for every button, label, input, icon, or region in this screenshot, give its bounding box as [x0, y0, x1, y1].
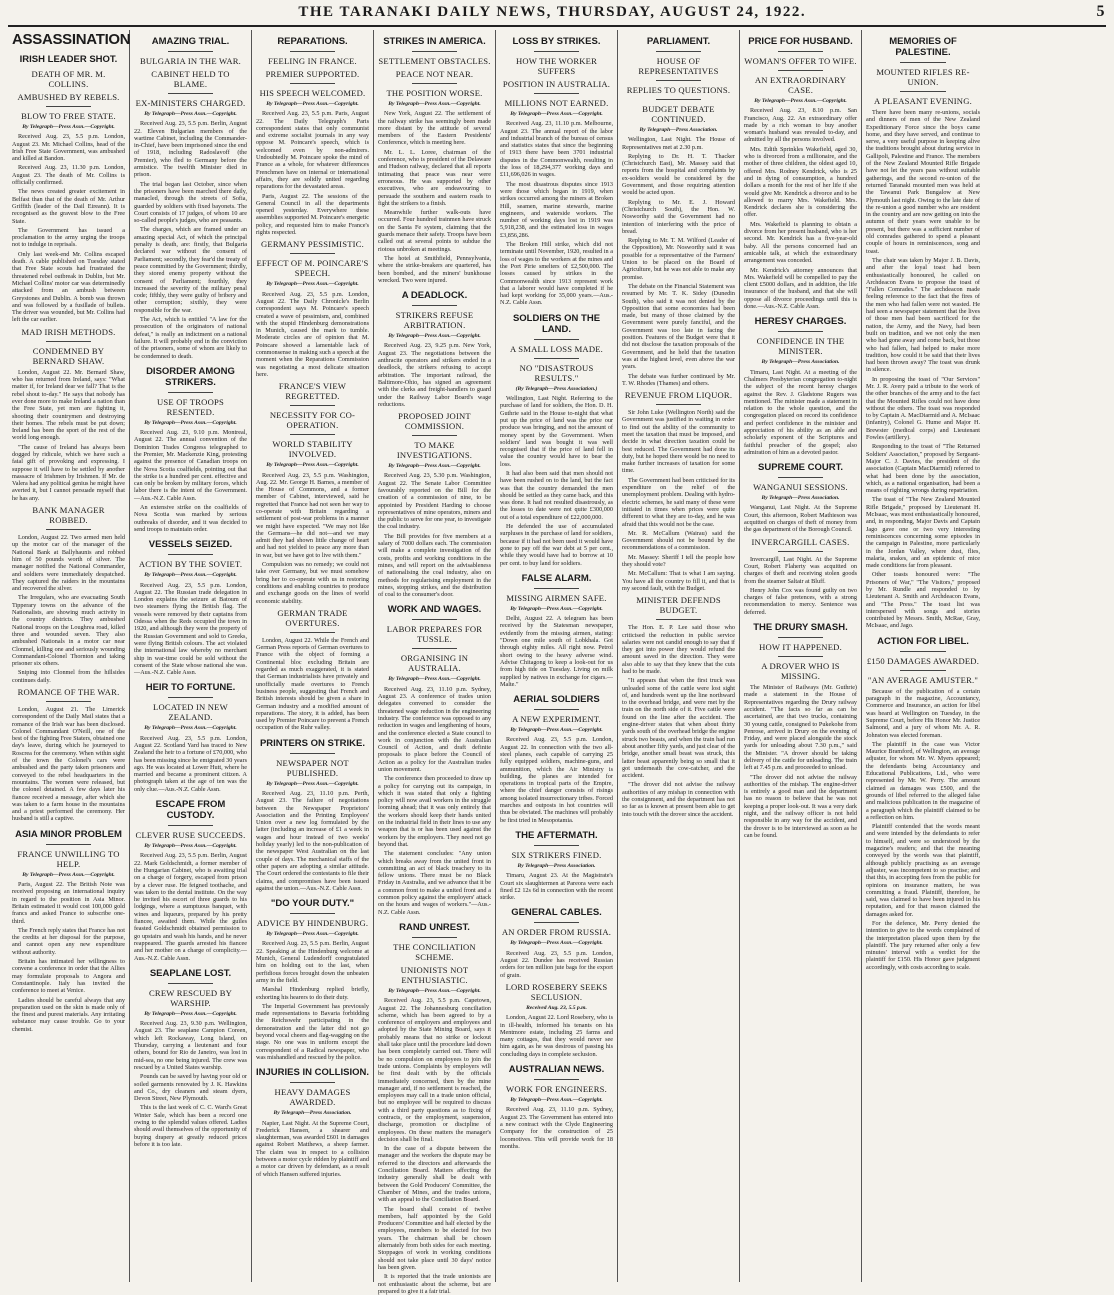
divider-rule	[656, 619, 701, 620]
paragraph: In proposing the toast of "Our Services" Mr. J. R. Avery paid a tribute to the work of the other branches of the army and to the fact that the Mounted Rifles could not have done without the others. The toast was responded to by Captain A. MacDiarmid and A. McIsaac (infantry), Colonel G. Hume and Major H. Brewster (medical corps) and Lieutenant Fowles (artillery).	[866, 375, 980, 442]
divider-rule	[412, 937, 457, 938]
sub-headline: REVENUE FROM LIQUOR.	[624, 390, 733, 401]
paragraph: Paris, August 22. The sessions of the General Council in all the departments opened yesterday. Everywhere these assemblies supported M. Poincare's energetic policy, and requested him to make France's rights respected.	[256, 192, 369, 237]
paragraph: Received Aug. 23, 11.10 p.m. Sydney, August 23. A conference of trades union delegates convened to consider the threatened wage reduction in the engineering industry. The conference was opposed to any reduction in wages and lengthening of hours, and the conference elected a State council to work in conjunction with the Australian Council of Action, and draft definite proposals to place before the Council of Action as a policy for the Australian trades union movement.	[378, 685, 491, 773]
paragraph: Sniping into Clonmel from the hillsides continues daily.	[12, 669, 125, 684]
divider-rule	[900, 670, 946, 671]
paragraph: Mr. Kendrick's attorney announces that Mrs. Wakefield will be compelled to pay the client £5000 dollars, and in addition, the life insurance of the husband, and that she will oppose all divorce proceedings until this is done.—Aus.-N.Z. Cable Assn.	[744, 266, 857, 311]
article-headline: ESCAPE FROM CUSTODY.	[155, 799, 226, 822]
sub-headline: SETTLEMENT OBSTACLES.	[378, 56, 491, 66]
divider-rule	[290, 83, 335, 84]
divider-rule	[290, 1082, 335, 1083]
column-4	[374, 30, 496, 1295]
sub-headline: FRANCE'S VIEW REGRETTED.	[278, 381, 347, 402]
divider-rule	[900, 651, 946, 652]
sub-headline: "AN AVERAGE AMUSTER."	[867, 674, 979, 685]
dateline: By Telegraph—Press Assn.—Copyright.	[266, 462, 359, 469]
dateline: Received Aug. 23, 5.5 p.m.	[526, 1004, 587, 1011]
divider-rule	[46, 341, 91, 342]
sub-headline: A DROVER WHO IS MISSING.	[761, 661, 840, 682]
paragraph: In the case of a dispute between the manager and the workers the dispute may be referred to the directors and afterwards the Conciliation Board. Matters affecting the industry generally shall be dealt with between the Gold Producers' Committee, the Chamber of Mines, and the trades unions, with an appeal to the Conciliation Board.	[378, 1145, 491, 1204]
sub-headline: BLOW TO FREE STATE.	[21, 111, 116, 121]
article-headline: THE DRURY SMASH.	[753, 622, 848, 634]
article-headline: HEIR TO FORTUNE.	[145, 682, 236, 694]
paragraph: Henry John Cox was found guilty on two charges of false pretences, with a strong recommendation to mercy. Sentence was deferred.	[744, 586, 857, 616]
divider-rule	[656, 99, 701, 100]
dateline: By Telegraph—Press Assn.—Copyright.	[388, 987, 481, 994]
sub-headline: CLEVER RUSE SUCCEEDS.	[135, 830, 246, 841]
dateline: By Telegraph—Press Assn.—Copyright.	[144, 725, 237, 732]
paragraph: Timaru, Last Night. At a meeting of the Chalmers Presbyterian congregation to-night the subject of the recent heresy charges against the Rev. J. Gladstone Rugers was mentioned. The minister made a statement in relation to the whole question, and the congregation placed on record its confidence and perfect confidence in the minister and appreciation of his ability as an able and scholarly exponent of the Scriptures and faithful preacher of the gospel; also admiration of him as a devoted pastor.	[744, 368, 857, 456]
divider-rule	[412, 435, 457, 436]
paragraph: "The cause of Ireland has always been dogged by ridicule, which we have such a fatal gift of provoking and expressing. I suppose it will have to be settled by another massacre of Irishmen by Irishmen. If Mr. de Valera had any political genius he might have averted it, but I cannot persuade myself that he has any.	[12, 443, 125, 502]
dateline: (By Telegraph—Press Association.)	[515, 385, 598, 392]
sub-headline: FRANCE UNWILLING TO HELP.	[17, 848, 120, 869]
divider-rule	[168, 825, 213, 826]
article-headline: GENERAL CABLES.	[511, 907, 602, 919]
paragraph: The Imperial Government has previously made representations to Bavaria forbidding the Reichswehr participating in the demonstration and the latter did not go beyond vocal cheers and flag-wagging on the stage. No one was in uniform except the correspondent of a Radical newspaper, who was mishandled and rescued by the police.	[256, 1002, 369, 1061]
paragraph: Received Aug. 23, 5.5 p.m. London, August 22. Scotland Yard has traced to New Zealand the heir to a fortune of £70,000, who has been missing since he emigrated 30 years ago. He was located at Lower Hutt, where he married and became a prominent citizen. A photograph taken at the age of ten was the only clue.—Aus.-N.Z. Cable Assn.	[134, 734, 247, 793]
paragraph: The Bill provides for five members at a salary of 7000 dollars each. The commission will make a complete investigation of the costs, profits and working conditions in the mines, and will report on the advisableness of nationalising the coal industry, also on methods for regularising employment in the mines, stopping strikes, and the distribution of coal to the consumer's door.	[378, 532, 491, 599]
sub-headline: STRIKERS REFUSE ARBITRATION.	[395, 310, 474, 331]
paragraph: It had also been said that men should not have been rushed on to the land, but the fact was that the country demanded the men should be settled as they came back, and this was done. It had not resulted disastrously, as the losses to date were not quite £300,000 out of a total expenditure of £22,000,000.	[500, 469, 613, 521]
divider-rule	[534, 339, 579, 340]
paragraph: Mrs. Wakefield is planning to obtain a divorce from her present husband, who is her second. Mr. Kendrick has a five-year-old baby. All the persons concerned had an amicable talk, at which the extraordinary arrangement was conceded.	[744, 220, 857, 265]
paragraph: There have been many re-unions, socials and dinners of men of the New Zealand Expeditionary Force since the boys came home, and they have served, and continue to serve, a very useful purpose in keeping alive the traditions brought about during service in Gallipoli, Palestine and France. The members of the New Zealand Mounted Rifle Brigade have not let the years pass without suitable gatherings, and the second re-union of the returned Taranaki mounted men was held at the Tawanui Park Bungalow at New Plymouth last night. Owing to the late date of the re-union a good number who are resident in the country and are now getting on into the autumn of their years were unable to be present, but there was a sufficient number of old comrades gathered to spend a pleasant couple of hours in reminiscences, song and toast.	[866, 109, 980, 255]
divider-rule	[412, 648, 457, 649]
divider-rule	[778, 70, 823, 71]
paragraph: Napier, Last Night. At the Supreme Court, Frederick Hansen, a shearer and slaughterman, was awarded £601 in damages against Robert Matthews, a sheep farmer. The claim was in respect to a collision between a motor cycle ridden by plaintiff and a motor car driven by defendant, as a result of which Hansen suffered injuries.	[256, 1119, 369, 1178]
divider-rule	[900, 62, 946, 63]
paragraph: The debate on the Financial Statement was resumed by Mr. T. K. Sidey (Dunedin South), who said it was not denied by the Opposition that some economies had been made, but many of those claimed by the Government were purely fanciful, and the Government was too late in facing the position. Features of the Budget were that it did not disclose the taxation proposals of the Government, and he held that the taxation was at the highest level, even above the war years.	[622, 282, 735, 371]
divider-rule	[900, 91, 946, 92]
dateline: By Telegraph—Press Assn.—Copyright.	[510, 1097, 603, 1104]
paragraph: Delhi, August 22. A telegram has been received by the Statesman newspaper, evidently from the missing airmen, stating: "Down one mile south of Lobkhala. Got through eighty miles. All right now. Petrol short owing to the heavy adverse wind. Advise Chitagong to keep a look-out for us from high tide on Tuesday. Living on milk supplied by natives in exchange for cigars.—Malte."	[500, 615, 613, 688]
paragraph: Received Aug. 23, 9.30 p.m. Wellington, August 23. The seaplane Campion Coreen, which left Rockaway, Long Island, on Thursday, carrying a lieutenant and four others, bound for Rio de Janeiro, was lost in mid-sea, no one being injured. The crew was rescued by a United States warship.	[134, 1020, 247, 1071]
divider-rule	[290, 753, 335, 754]
column-2	[130, 30, 252, 1282]
divider-rule	[412, 619, 457, 620]
article-headline: LOSS BY STRIKES.	[512, 36, 601, 47]
paragraph: It is reported that the trade unionists are not enthusiastic about the scheme, but are prepared to give it a fair trial.	[378, 1273, 491, 1295]
paragraph: Received Aug. 23, 8.10 p.m. San Francisco, Aug. 22. An extraordinary offer made by a rich woman to buy another woman's husband was revealed to-day, and admitted by all the persons involved.	[744, 107, 857, 144]
paragraph: Pounds can be saved by having your old or soiled garments renovated by J. K. Hawkins and Co., dry cleaners and steam dyers, Devon Street, New Plymouth.	[134, 1073, 247, 1103]
divider-rule	[534, 93, 579, 94]
sub-headline: PROPOSED JOINT COMMISSION.	[398, 411, 471, 432]
article-headline: PRICE FOR HUSBAND.	[748, 36, 853, 47]
sub-headline: AMBUSHED BY REBELS.	[17, 92, 120, 102]
dateline: By Telegraph—Press Assn.—Copyright.	[266, 931, 359, 938]
divider-rule	[534, 1079, 579, 1080]
paragraph: Received Aug. 23, 11.10 p.m. Perth, August 23. The failure of negotiations between the Newspaper Proprietors' Association and the Printing Employees' Union over a new log formulated by the latter (including an increase of £1 a week in wages and hour instead of two weeks' holiday yearly) led to the non-publication of the newspaper West Australian on the last couple of days. The mechanical staffs of the other papers are adopting a similar attitude. The Court ordered the contestants to file their claims, and compromises have been issued against the union.—Aus.-N.Z. Cable Assn.	[256, 790, 369, 892]
dateline: By Telegraph—Press Assn.—Copyright.	[510, 111, 603, 117]
sub-headline: POSITION IN AUSTRALIA.	[502, 79, 611, 89]
sub-headline: BANK MANAGER ROBBED.	[32, 505, 105, 526]
paragraph: The charges, which are framed under an amazing special Act, of which the principal penalty is death, are: firstly, that Bulgaria declared war without the consent of Parliament; secondly, they fear'd the treaty of peace committed by the Government; thirdly, they stored enemy property without the consent of Parliament; fourthly, they increased the severity of the military penal code; fifthly, they were guilty of bribery and other corruption; sixthly, they were responsible for the war.	[134, 226, 247, 314]
paragraph: The board shall consist of twelve members, half appointed by the Gold Producers' Committee and half elected by the employees, members to be elected for two years. The chairman shall be chosen alternately from both sides for each meeting. Stoppages of work in working conditions should not take place until 30 days' notice has been given.	[378, 1205, 491, 1271]
sub-headline: HOW THE WORKER SUFFERS	[515, 56, 598, 76]
sub-headline: USE OF TROOPS RESENTED.	[157, 396, 224, 417]
divider-rule	[534, 588, 579, 589]
article-headline: VESSELS SEIZED.	[148, 539, 233, 551]
paragraph: Because of the publication of a certain paragraph in the magazine, Accountancy, Commerce and Insurance, an action for libel was heard at Wellington on Tuesday, in the Supreme Court, before His Honor Mr. Justice Salmond, and a jury of whom Mr. A. R. Johnston was elected foreman.	[866, 687, 980, 739]
paragraph: Paris, August 22. The British Note was received proposing an international inquiry in regard to the position in Asia Minor. Britain estimated it would cost 100,000 gold francs and asked France to subscribe one-third.	[12, 881, 125, 925]
paragraph: Received Aug. 23, 9.10 p.m. Montreal, August 22. The annual convention of the Dominion Trades Congress telegraphed to the Premier, Mr. Mackenzie King, protesting against the presence of Canadian troops on the Nova Scotia coalfields, pointing out that the strike is a hundred per cent. effective and can only be broken by military forces, which labor there is the intent of the Government.—Aus.-N.Z. Cable Assn.	[134, 429, 247, 502]
paragraph: The news created greater excitement in Belfast than that of the death of Mr. Arthur Griffith (leader of the Dail Eireann). It is recognised as the gravest blow to the Free State.	[12, 188, 125, 225]
divider-rule	[656, 80, 701, 81]
paragraph: Received Aug. 23, 5.5 p.m. Paris, August 22. The Daily Telegraph's Paris correspondent states that only communist and extreme socialist journals in any way oppose M. Poincare's speech, which is welcomed even by non-admirers. Undoubtedly M. Poincare spoke the mind of France as a whole, for whatever differences Frenchmen have on internal or international affairs, they are solidly united regarding reparations for the devastated areas.	[256, 110, 369, 191]
sub-headline: REPLIES TO QUESTIONS.	[626, 85, 731, 95]
sub-headline: ACTION BY THE SOVIET.	[138, 559, 243, 570]
dateline: By Telegraph—Press Association.	[517, 862, 596, 869]
paragraph: Received Aug. 23, 5.5 p.m. Washington, Aug. 22. Mr. George H. Barnes, a member of the House of Commons, and a former member of Cabinet, interviewed, said he regretted that France had not seen her way to co-operate with Britain regarding a settlement of post-war problems in a manner we might have expected. "We may not like the Germans—he did not—and we may admit they had shown little change of heart and had not yielded to peace any more than in war, but we have got to live with them."	[256, 471, 369, 559]
sub-headline: PREMIER SUPPORTED.	[265, 69, 360, 79]
paragraph: For the defence, Mr. Perry denied the intention to give to the words complained of the interpretation placed upon them by the plaintiff. The jury returned after only a few minutes' interval with a verdict for the plaintiff for £150. His Honor gave judgment accordingly, with costs according to scale.	[866, 919, 980, 971]
article-headline: "DO YOUR DUTY."	[270, 898, 355, 910]
paragraph: The Minister of Railways (Mr. Guthrie) made a statement in the House of Representatives regarding the Drury railway accident. "The facts so far as can be ascertained, are that two trucks, containing 30 young cattle, consigned to Pukekohe from Penrose, arrived in Drury on the evening of Friday, and were placed alongside the stock yards for unloading about 7.30 p.m.," said the Minister. "A drover should be taking delivery of the cattle for unloading. The train left at 7.45 p.m. and proceeded to unload.	[744, 684, 857, 772]
article-headline: SEAPLANE LOST.	[149, 967, 232, 979]
paragraph: Plaintiff contended that the words meant and were intended by the defendants to refer to himself, and were so understood by the magazine's readers; and that the meaning conveyed by the words was that plaintiff, although publicly practising as an average adjuster, was incompetent to so practise; and that this, in accepting fees from the public for opinions on insurance matters, he was committing a fraud. Plaintiff, therefore, he said, was claimed to have been injured in his reputation, and for that reason claimed the damages asked for.	[866, 823, 980, 918]
divider-rule	[656, 51, 701, 52]
paragraph: "The drover did not advise the railway authorities of the mishap. The engine-driver is entirely a good man and the department has no reason to believe that he was not keeping a proper look-out. It was a very dark night, and the railway officer is not held responsible in any way for the accident, and the drover is to be interviewed as soon as he can be found.	[744, 773, 857, 839]
article-headline: IRISH LEADER SHOT.	[19, 54, 118, 65]
divider-rule	[534, 922, 579, 923]
paragraph: The Irregulars, who are evacuating South Tipperary towns on the advance of the Nationalists, are showing much activity in the country districts. They ambushed National troops on the Loughrea road, killed three and wounded seven. They also ambushed Nationals in a motor car near Clonmel, killing one and seriously wounding Commandant-Colonel Thornton and taking prisoner six others.	[12, 594, 125, 668]
sub-headline: CONFIDENCE IN THE MINISTER.	[756, 336, 845, 357]
dateline: By Telegraph—Press Assn.—Copyright.	[266, 780, 359, 787]
dateline: By Telegraph—Press Assn.—Copyright.	[388, 101, 481, 107]
divider-rule	[46, 106, 91, 107]
sub-headline: AN EXTRAORDINARY CASE.	[754, 75, 847, 95]
dateline: By Telegraph—Press Assn.—Copyright.	[22, 871, 115, 878]
dateline: By Telegraph—Press Assn.—Copyright.	[510, 940, 603, 947]
paragraph: The debate was further continued by Mr. T. W. Rhodes (Thames) and others.	[622, 372, 735, 387]
paragraph: Mr. McCallum: That is what I am saying. You have all the country to fill it, and that is my second fault, with the Budget.	[622, 570, 735, 592]
sub-headline: UNIONISTS NOT ENTHUSIASTIC.	[400, 964, 469, 985]
sub-headline: MAD IRISH METHODS.	[21, 326, 116, 337]
divider-rule	[534, 845, 579, 846]
article-headline: AERIAL SOLDIERS	[513, 694, 600, 706]
divider-rule	[168, 697, 213, 698]
paragraph: The trial began last October, since when the prisoners have been marched there daily, manacled, through the streets of Sofia, guarded by soldiers with fixed bayonets. The Court consists of 17 judges, of whom 10 are so-called people's judges, who are peasants.	[134, 180, 247, 225]
article-headline: HERESY CHARGES.	[754, 316, 847, 328]
column-6	[618, 30, 740, 1282]
paragraph: Mr. R. McCallum (Wairau) said the Government should not be bound by the recommendations of a commission.	[622, 529, 735, 552]
sub-headline: WORK FOR ENGINEERS.	[506, 1084, 607, 1095]
article-headline: INJURIES IN COLLISION.	[256, 1067, 369, 1079]
divider-rule	[290, 405, 335, 406]
paragraph: Britain has intimated her willingness to convene a conference in order that the Allies may formulate proposals to Angora and Constantinople. Italy has invited the conference to meet at Venice.	[12, 958, 125, 995]
sub-headline: TO MAKE INVESTIGATIONS.	[396, 440, 473, 461]
sub-headline: CREW RESCUED BY WARSHIP.	[148, 987, 233, 1008]
dateline: By Telegraph—Press Assn.—Copyright.	[144, 572, 237, 579]
dateline: By Telegraph—Press Assn.—Copyright.	[144, 419, 237, 426]
paragraph: An extensive strike on the coalfields of Nova Scotia was marked by serious outbreaks of disorder, and it was decided to send troops to maintain order.	[134, 504, 247, 533]
dateline: By Telegraph—Press Assn.—Copyright.	[266, 101, 359, 107]
paragraph: Timaru, August 23. At the Magistrate's Court six slaughtermen at Pareora were each fined £2 12s 6d in connection with the recent strike.	[500, 872, 613, 902]
dateline: By Telegraph—Press Assn.—Copyright.	[388, 463, 481, 470]
sub-headline: WANGANUI SESSIONS.	[753, 482, 848, 493]
paragraph: Marshal Hindenburg replied briefly, exhorting his hearers to do their duty.	[256, 986, 369, 1001]
sub-headline: HOW IT HAPPENED.	[759, 642, 842, 653]
sub-headline: ROMANCE OF THE WAR.	[17, 687, 120, 697]
paragraph: The French reply states that France has not the credits at her disposal for the purpose, and cannot open any new expenditure without authority.	[12, 926, 125, 956]
sub-headline: MILLIONS NOT EARNED.	[504, 98, 609, 108]
sub-headline: NEWSPAPER NOT PUBLISHED.	[276, 757, 349, 778]
paragraph: London, August 22. Mr. Bernard Shaw, who has returned from Ireland, says: "What matter if, for Ireland dear we fall? That is the rebel shout to-day." He says that nobody has ever done more to make Ireland a nation than the Free State, yet men are fighting it, shooting their countrymen and destroying their homes. The rebels must be put down; Ireland has been the sport of the rest of the world long enough.	[12, 368, 125, 442]
paragraph: Replying to Dr. H. T. Thacker (Christchurch East), Mr. Massey said that reports from the hospital and complaints by ex-soldiers would be considered by the Government, and those requiring attention would be acted upon.	[622, 152, 735, 197]
paragraph: Received Aug. 23, 5.30 p.m. Washington, August 22. The Senate Labor Committee favourably reported on the Bill for the creation of a commission of nine, to be appointed by President Harding to choose representatives of mine operators, miners and the public to serve for one year, to investigate the coal industry.	[378, 472, 491, 531]
column-3	[252, 30, 374, 1282]
paragraph: The Government had been criticised for its expenditure on the relief of the unemployment problem. Dealing with hydro-electric schemes, he said many of these were initiated in times when prices were quite different to what they are to-day, and he was afraid that this would not be the case.	[622, 476, 735, 528]
article-headline: THE AFTERMATH.	[515, 829, 598, 841]
paragraph: Ladies should be careful always that any preparation used on the skin is made only of the finest and purest materials. Any irritating substance may cause trouble. Go to your chemist.	[12, 996, 125, 1033]
dateline: By Telegraph—Press Assn.—Copyright.	[144, 843, 237, 850]
dateline: By Telegraph—Press Assn.—Copyright.	[510, 605, 603, 612]
sub-headline: BUDGET DEBATE CONTINUED.	[642, 104, 715, 124]
paragraph: The Hon. E. P. Lee said those who criticised the reduction in public service salaries were not candid enough to say that if they got into power they would refund the amount saved in the direction. They were also able to say that they knew that the cuts had to be made.	[622, 624, 735, 675]
masthead	[8, 0, 1106, 24]
sub-headline: A SMALL LOSS MADE.	[509, 343, 604, 354]
paragraph: Received Aug. 23, 11.10 p.m. Sydney, August 23. The Government has entered into a new contract with the Clyde Engineering Company for the construction of 25 locomotives. This will provide work for 18 months.	[500, 1106, 613, 1150]
divider-rule	[46, 844, 91, 845]
dateline: By Telegraph—Press Assn.—Copyright.	[510, 727, 603, 734]
divider-rule	[290, 632, 335, 633]
dateline: By Telegraph—Press Association.	[639, 127, 718, 133]
sub-headline: SIX STRIKERS FINED.	[511, 849, 602, 860]
article-headline: REPARATIONS.	[277, 36, 348, 47]
sub-headline: NO "DISASTROUS RESULTS."	[519, 362, 594, 383]
divider-rule	[412, 305, 457, 306]
paragraph: The most disastrous disputes since 1913 were those which began in 1919, when strikes occurred among the miners at Broken Hill, seamen, marine stewards, marine engineers, and waterside workers. The number of working days lost in 1919 was 5,918,238, and the estimated loss in wages £3,856,286.	[500, 180, 613, 239]
divider-rule	[656, 404, 701, 405]
sub-headline: A NEW EXPERIMENT.	[512, 714, 601, 725]
paragraph: "The drover did not advise the railway authorities of any mishap in connection with the consignment, and the department has not so far as is known at present been able to get into touch with the drover since the accident.	[622, 781, 735, 818]
divider-rule	[290, 913, 335, 914]
article-headline: A DEADLOCK.	[401, 290, 468, 302]
paragraph: Invercargill, Last Night. At the Supreme Court, Robert Flaherty was acquitted on charges of theft and receiving stolen goods from the steamer Saltair at Bluff.	[744, 555, 857, 585]
newspaper-title: THE TARANAKI DAILY NEWS, THURSDAY, AUGUST 24, 1922.	[298, 3, 807, 20]
sub-headline: HOUSE OF REPRESENTATIVES	[638, 56, 719, 76]
sub-headline: HEAVY DAMAGES AWARDED.	[274, 1087, 351, 1108]
sub-headline: HIS SPEECH WELCOMED.	[259, 88, 366, 98]
sub-headline: FEELING IN FRANCE.	[268, 56, 357, 66]
page-number: 5	[1096, 3, 1106, 20]
paragraph: Compulsion was no remedy; we could not take over Germany, but we must somehow bring her to co-operate with us in restoring conditions and enabling countries to produce and exchange goods on the lines of world economic stability.	[256, 561, 369, 605]
sub-headline: £150 DAMAGES AWARDED.	[866, 655, 980, 666]
divider-rule	[290, 51, 335, 52]
newspaper-columns	[8, 30, 1106, 1295]
paragraph: Sir John Luke (Wellington North) said the Government was justified in waiting in order to find out the ability of the community to meet the taxation that must be imposed, and decide in what direction taxation could be best reduced. The Government had done its duty, but he hoped there would be no need to make further increases of taxation for some time.	[622, 409, 735, 475]
paragraph: Only last week-end Mr. Collins escaped death. A cable published on Tuesday stated that Free State scouts had frustrated the threatened rebel outbreak in Dublin, but Mr. Michael Collins' motor car was determinedly attacked from an ambush between Greystones and Dublin. A bomb was thrown and was followed by a fusillade of bullets. The driver was wounded, but Mr. Collins had left the car earlier.	[12, 250, 125, 324]
article-headline: RAND UNREST.	[399, 921, 470, 933]
article-headline: STRIKES IN AMERICA.	[383, 36, 486, 47]
sub-headline: CONDEMNED BY BERNARD SHAW.	[32, 345, 105, 366]
article-headline: MEMORIES OF PALESTINE.	[889, 36, 957, 58]
divider-rule	[778, 656, 823, 657]
divider-rule	[534, 51, 579, 52]
divider-rule	[46, 529, 91, 530]
column-8	[862, 30, 984, 1282]
divider-rule	[290, 434, 335, 435]
divider-rule	[778, 637, 823, 638]
divider-rule	[778, 51, 823, 52]
paragraph: Received Aug. 23, 11.30 p.m. London, August 23. The death of Mr. Collins is officially confirmed.	[12, 164, 125, 187]
paragraph: Meanwhile further walk-outs have occurred. Four hundred trainmen have struck on the Santa Fe system, claiming that the guards menace their safety. Troops have been called out at several points to subdue the riotous unbroken at meetings.	[378, 209, 491, 253]
paragraph: The conference then proceeded to draw up a policy for carrying out its campaign, in which it was stated that only a fighting policy will now avail workers in the struggle looming ahead; that it was only entirely that the workers should keep their hands united on the industrial field in their lines to use any weapon that is or has been used against the workers by the employers. They need not go beyond that.	[378, 775, 491, 848]
paragraph: Responding to the toast of "The Returned Soldiers' Association," proposed by Sergeant-Major C. J. Davies, the president of the association (Captain MacDiarmid) referred to what had been done by the association, which, as a national organisation, had been a means of righting wrongs during repatriation.	[866, 443, 980, 495]
paragraph: Received Aug. 23, 9.25 p.m. New York, August 23. The negotiations between the anthracite operators and strikers ended in a deadlock, the strikers refusing to accept arbitration. The important railroad, the Baltimore-Ohio, has signed an agreement with the clerks and freight-handlers to guard under the Railway Labor Board's wage reductions.	[378, 342, 491, 408]
paragraph: Replying to Mr. T. M. Wilford (Leader of the Opposition), Mr. Nosworthy said it was possible for a representative of the Farmers' Union to be placed on the Board of Agriculture, but he was not able to make any promise.	[622, 237, 735, 281]
paragraph: The toast of "The New Zealand Mounted Rifle Brigade," proposed by Lieutenant H. McIsaac, was most enthusiastically honoured, and, in responding, Major Davis and Captain Jago gave one or two very interesting reminiscences concerning some episodes in the campaign in Palestine, more particularly in the Jordan Valley, where dust, flies, malaria, snakes, and an epidemic of mice made conditions far from pleasant.	[866, 496, 980, 570]
paragraph: Received Aug. 23, 5.5 p.m. Capetown, August 22. The Johannesburg conciliation scheme, which has been agreed to by a conference of employers and employees and adopted by the State Mining Board, says it probably means that no strike or lockout shall take place until the procedure laid down has been completely carried out. There will be no compulsion on employees to join the trade unions. Complaints by employers will be first dealt with by the officials immediately concerned, then by the mine manager and, if no settlement is reached, the employees may call in a trade union official, but no employee will be required to discuss with a third party questions as to fixing of contracts, or the employment, suspension, discharge, promotion or discipline of employees. On these matters the manager's decision shall be final.	[378, 997, 491, 1143]
paragraph: The chair was taken by Major J. B. Davis, and after the loyal toast had been enthusiastically honoured, he called on Archdeacon Evans to propose the toast of "Fallen Comrades." The archdeacon made feeling reference to the fact that the fires of the men who had fallen were not wasted. He had seen a newspaper statement that the lives of those men had been sacrificed for the nation, the Army, and the Navy, had been built on tradition, and we not only the men who had gone away and come back, but those who had fallen, had helped to make more tradition, how could it be said that their lives had been thrown away? The toast was drunk in silence.	[866, 256, 980, 374]
divider-rule	[778, 331, 823, 332]
paragraph: London, August 22. While the French and German Press reports of German overtures to France with the object of forming a Continental bloc excluding Britain are regarded as much exaggerated, it is stated that German industrialists have privately and unofficially made overtures to French business people, suggesting that French and British interests should be given a share in German industry and a modified amount of reparations. The story, it is added, has been used by Premier Poincare to prevent a French occupation of the Ruhr valley.	[256, 636, 369, 732]
article-headline: SUPREME COURT.	[758, 462, 843, 474]
sub-headline: MINISTER DEFENDS BUDGET.	[636, 595, 721, 616]
dateline: By Telegraph—Press Association.	[273, 1110, 352, 1117]
paragraph: Received Aug. 23, 5.5 p.m. London, August 23. Mr. Michael Collins, head of the Irish Free State Government, was ambushed and killed at Bandon.	[12, 133, 125, 163]
paragraph: The Act, which is entitled "A law for the prosecution of the originators of national defeat," is really an indictment on a national failure. It will probably end in the conviction of the prisoners, some of whom are likely to be condemned to death.	[134, 316, 247, 360]
sub-headline: EX-MINISTERS CHARGED.	[135, 98, 246, 108]
column-7	[740, 30, 862, 1282]
paragraph: Wanganui, Last Night. At the Supreme Court, this afternoon, Robert Mathieson was acquitted on charges of theft of money from the gas department of the Borough Council.	[744, 504, 857, 534]
dateline: By Telegraph—Press Assn.—Copyright.	[266, 281, 359, 288]
paragraph: The plaintiff in the case was Victor Maurice Bramford, of Wellington, an average adjuster, for whom Mr. W. Myers appeared; the defendants being Accountancy and Educational Publications, Ltd., who were represented by Mr. W. Perry. The amount claimed as damages was £500, and the grounds of libel referred to the alleged false and malicious publication in the magazine of a paragraph which the plaintiff claimed to be a reflection on him.	[866, 740, 980, 821]
sub-headline: NECESSITY FOR CO-OPERATION.	[269, 410, 356, 431]
divider-rule	[412, 51, 457, 52]
sub-headline: EFFECT OF M. POINCARE'S SPEECH.	[256, 258, 369, 279]
paragraph: Received Aug. 23, 5.5 p.m. Berlin, August 22. Eleven Bulgarian members of the wartime Cabinet, including the Commander-in-Chief, have been imprisoned since the end of 1918, including Radoslavoff (the Premier), who fled to Germany before the armistice. The twelfth Minister died in prison.	[134, 120, 247, 179]
article-headline: ASSASSINATION	[12, 31, 131, 48]
column-1	[8, 30, 130, 1282]
divider-rule	[168, 392, 213, 393]
paragraph: Mr. Massey: Sheriff I tell the people how they should vote?	[622, 553, 735, 569]
sub-headline: LORD ROSEBERY SEEKS SECLUSION.	[505, 981, 608, 1002]
dateline: By Telegraph—Press Assn.—Copyright.	[144, 111, 237, 117]
divider-rule	[778, 551, 823, 552]
sub-headline: ORGANISING IN AUSTRALIA.	[400, 653, 469, 674]
sub-headline: MISSING AIRMEN SAFE.	[506, 592, 607, 603]
divider-rule	[168, 983, 213, 984]
article-headline: PRINTERS ON STRIKE.	[259, 737, 366, 749]
paragraph: Received Aug. 23, 5.5 p.m. London, August 22. In connection with the two all-steel planes, each capable of carrying 25 fully equipped soldiers, machine-guns, and ammunition, which the Air Ministry is building, the planes are intended for operations in tropical parts of the Empire, where the chief danger consists of risings among isolated insurrectionary tribes. Forced marches and outposts in hot countries will thus be obviated. The machines will probably be first tried in Mesopotamia.	[500, 736, 613, 824]
sub-headline: GERMAN TRADE OVERTURES.	[277, 607, 348, 628]
article-headline: SOLDIERS ON THE LAND.	[512, 312, 601, 335]
article-headline: WORK AND WAGES.	[387, 604, 482, 616]
sub-headline: CABINET HELD TO BLAME.	[151, 69, 230, 89]
sub-headline: BULGARIA IN THE WAR.	[139, 56, 242, 66]
paragraph: Received Aug. 23, 5.5 p.m. London, August 22. Dundee has received Russian orders for ten million jute bags for the export of grain.	[500, 949, 613, 979]
paragraph: Other toasts honoured were: "The Prisoners of War," "The Visitors," proposed by Mr. Rundle and responded to by Lieutenant A. Smith and Archdeacon Evans, and "The Press." The toast list was interspersed with songs and stories contributed by Messrs. Smith, McRae, Gray, McIsaac, and Jago.	[866, 571, 980, 630]
paragraph: Received Aug. 23, 11.10 p.m. Melbourne, August 23. The annual report of the labor and industrial branch of the bureau of census and statistics states that since the beginning of 1913 there have been 3701 industrial disputes in the Commonwealth, resulting in the loss of 18,294,377 working days and £11,696,026 in wages.	[500, 120, 613, 179]
article-headline: AUSTRALIAN NEWS.	[508, 1064, 605, 1076]
column-5	[496, 30, 618, 1282]
paragraph: "It appears that when the first truck was unloaded some of the cattle were lost sight of, and hundreds went up the line northward to the overhead bridge, and were met by the train on the north side of it. Five cattle were found on the line after the accident. The engine-driver states that when about thirty yards south of the overhead bridge the engine struck two beasts, and when the train had run about another fifty yards, and just clear of the bridge, another small beast was struck, this latter beast apparently being so small that it got underneath the cow-catcher, and the accident.	[622, 677, 735, 780]
sub-headline: THE POSITION WORSE.	[386, 88, 483, 98]
divider-rule	[168, 51, 213, 52]
sub-headline: PEACE NOT NEAR.	[395, 69, 474, 79]
sub-headline: INVERCARGILL CASES.	[751, 536, 850, 547]
sub-headline: AN ORDER FROM RUSSIA.	[501, 927, 612, 938]
divider-rule	[168, 93, 213, 94]
sub-headline: LABOR PREPARES FOR TUSSLE.	[386, 624, 483, 645]
divider-rule	[290, 253, 335, 254]
paragraph: Received Aug. 23, 5.5 p.m. London, August 22. The Daily Chronicle's Berlin correspondent says M. Poincare's speech created a wave of pessimism, and, combined with the stupid Hindenburg demonstrations in Munich, caused the mark to tumble. Moderate circles are of opinion that M. Poincare showed a lamentable lack of commonsense in making such a speech at the moment when the Reparations Commission was negotiating a most delicate situation here.	[256, 290, 369, 378]
sub-headline: WOMAN'S OFFER TO WIFE.	[744, 56, 857, 66]
paragraph: Received Aug. 23, 5.5 p.m. London, August 22. The Russian trade delegation in London explains the seizure at Batoum of two steamers flying the British flag. The vessels were removed by their captains from Odessa when the Reds occupied the town in 1920, and although they were the property of the Russian Government and sold to Greeks, were flying British colours. The act violated the international law whereby no merchant ship in war-time could be sold without the consent of the State whose national she was.—Aus.-N.Z. Cable Assn.	[134, 581, 247, 677]
paragraph: London, August 22. Lord Rosebery, who is in ill-health, informed his tenants on his Mentmore estate, including 25 farms and many cottages, that they would never see him again, as he was desirous of passing his concluding days in complete seclusion.	[500, 1014, 613, 1058]
paragraph: The statement concludes: "Any union which breaks away from the united front in committing an act of black treachery to its fellow unions. There must be no Black Friday in Australia, and we advance that it be a common front to make a united front and a common policy against the employers' attack on the hours and wages of workers."—Aus.-N.Z. Cable Assn.	[378, 850, 491, 916]
paragraph: Mr. L. L. Loree, chairman of the conference, who is president of the Delaware and Hudson railway, declared that all reports intimating that peace was near were erroneous. He was supported by other executives, who are endeavouring to persuade the southern and eastern roads to fight the strikers to a finish.	[378, 148, 491, 207]
dateline: By Telegraph—Press Assn.—Copyright.	[22, 124, 115, 130]
article-headline: ACTION FOR LIBEL.	[877, 635, 969, 647]
paragraph: The Broken Hill strike, which did not terminate until November, 1920, resulted in a loss of wages to the workers at the mines and the Port Pirie smelters of £2,500,000. The losses caused by strikes in the Commonwealth since 1913 represent work that a laborer would have completed if he had kept working for 35,000 years.—Aus.-N.Z. Cable Assn.	[500, 241, 613, 307]
paragraph: New York, August 22. The settlement of the railway strike has seemingly been made more distant by the attitude of several members of the Eastern Presidents' Conference, which is meeting here.	[378, 110, 491, 147]
sub-headline: LOCATED IN NEW ZEALAND.	[153, 702, 228, 723]
sub-headline: DEATH OF MR. M. COLLINS.	[31, 69, 106, 89]
sub-headline: WORLD STABILITY INVOLVED.	[272, 439, 353, 460]
divider-rule	[534, 358, 579, 359]
divider-rule	[534, 709, 579, 710]
paragraph: Replying to Mr. E. J. Howard (Christchurch South), the Hon. W. Nosworthy said the Government had no intention of interfering with the price of bread.	[622, 198, 735, 235]
dateline: By Telegraph—Press Assn.—Copyright.	[388, 676, 481, 683]
divider-rule	[168, 554, 213, 555]
dateline: By Telegraph—Press Association.	[761, 495, 840, 502]
paragraph: The hotel at Smithfield, Pennsylvania, where the strike-breakers are quartered, has been bombed, and the miners' bunkhouse wrecked. Two were injured.	[378, 254, 491, 284]
sub-headline: MOUNTED RIFLES RE-UNION.	[876, 67, 970, 87]
paragraph: Wellington, Last Night. The House of Representatives met at 2.30 p.m.	[622, 136, 735, 151]
dateline: By Telegraph—Press Assn.—Copyright.	[754, 98, 847, 104]
paragraph: This is the last week of C. C. Ward's Great Winter Sale, which has been a record one owing to the splendid values offered. Ladies should avail themselves of the opportunity of buying drapery at greatly reduced prices before it is too late.	[134, 1104, 247, 1148]
paragraph: Received Aug. 23, 5.5 p.m. Berlin, August 22. Speaking at the Hindenburg welcome at Munich, General Ludendorff congratulated him on holding out to the last, when perfidious forces brought down the unbeaten army in the field.	[256, 940, 369, 984]
article-headline: ASIA MINOR PROBLEM	[15, 828, 122, 840]
dateline: By Telegraph—Press Association.	[761, 359, 840, 366]
paragraph: The Government has issued a proclamation to the army urging the troops not to indulge in reprisals.	[12, 226, 125, 249]
article-headline: AMAZING TRIAL.	[151, 36, 230, 47]
paragraph: London, August 22. Two armed men held up the motor car of the manager of the National Bank at Ballyhaunis and robbed him of 50 pounds worth of silver. The manager notified the National Commander, and soldiers were immediately despatched. They captured the raiders in the mountains and recovered the silver.	[12, 534, 125, 593]
dateline: By Telegraph—Press Assn.—Copyright.	[388, 333, 481, 340]
sub-headline: A PLEASANT EVENING.	[874, 96, 972, 106]
paragraph: London, August 21. The Limerick correspondent of the Daily Mail states that a romance of the Irish war has been disclosed. Colonel Commandant O'Neill, one of the best of the fighting Free Staters, obtained one day's leave, during which he journeyed to Roscrea for the ceremony. When within sight of the town the Colonel's cars were ambushed and the party taken prisoners and conveyed to the rebel headquarters in the mountains. The women were released, but the colonel detained. A few days later his fiancee received a message, after which she was taken to a farm house in the mountains and a priest performed the ceremony. Her husband is still a captive.	[12, 706, 125, 823]
divider-rule	[778, 477, 823, 478]
paragraph: He defended the use of accumulated surpluses in the purchase of land for soldiers, because if it had not been used it would have gone to pay off the war debt at 5 per cent., while they would have had to borrow at 10 per cent. to buy land for soldiers.	[500, 523, 613, 567]
article-headline: PARLIAMENT.	[646, 36, 711, 47]
paragraph: Received Aug. 23, 5.5 p.m. Berlin, August 22. Mark Goldschmidt, a former member of the Hungarian Cabinet, who is awaiting trial on a charge of forgery, escaped from prison by a clever ruse. He feigned toothache, and was taken to the dental institute. On the way he invited his escort of three guards to his lodgings, where a sumptuous banquet, with wines and liqueurs, prepared by his pretty fiancee, awaited them. While the guiles feasted Goldschmidt obtained permission to go upstairs and wash his hands, and he never reappeared. The guards arrested his fiancee and her mother on a charge of complicity.—Aus.-N.Z. Cable Assn.	[134, 852, 247, 962]
article-headline: DISORDER AMONG STRIKERS.	[146, 365, 235, 388]
sub-headline: ADVICE BY HINDENBURG.	[256, 918, 369, 929]
masthead-rule	[8, 25, 1106, 27]
article-headline: FALSE ALARM.	[521, 572, 592, 584]
paragraph: Mrs. Edith Sprinkles Wakefield, aged 30, who is divorced from a millionaire, and the mother of three children, the oldest aged 10, offered Mrs. Rodney Kendrick, who is 25 and in dying of consumption, a hundred dollars a month for the rest of her life if she would give Mr. Kendrick a divorce and to be allowed to marry Mrs. Wakefield. Mrs. Kendrick declares she is considering the offer.	[744, 145, 857, 219]
divider-rule	[46, 701, 91, 702]
dateline: By Telegraph—Press Assn.—Copyright.	[144, 1010, 237, 1017]
paragraph: Wellington, Last Night. Referring to the purchase of land for soldiers, the Hon. D. H. Guthrie said in the House to-night that what put up the price of land was the price our produce was bringing, and not the amount of money spent by the Government. When soldiers' land was bought it was well recognised that if the price of land fell in value the country would have to bear the loss.	[500, 395, 613, 468]
sub-headline: THE CONCILIATION SCHEME.	[393, 941, 476, 962]
divider-rule	[412, 83, 457, 84]
sub-headline: GERMANY PESSIMISTIC.	[261, 239, 364, 250]
